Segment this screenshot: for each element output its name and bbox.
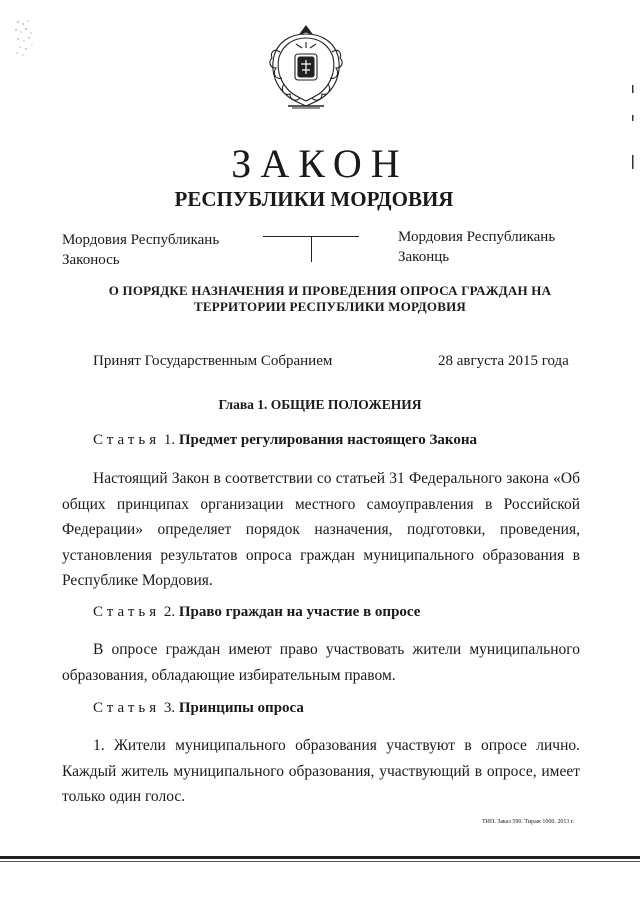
article-3-paragraph: 1. Жители муниципального образования участвуют в опросе лично. Каждый житель муниципального образования, участвующий в опросе, имеет только один голос.	[62, 737, 580, 805]
article-word: Статья	[93, 604, 161, 620]
article-number: 3.	[163, 700, 176, 716]
header-divider-vertical	[311, 236, 312, 262]
article-1-paragraph: Настоящий Закон в соответствии со статьей 31 Федерального закона «Об общих принципах организации местного самоуправления в Российской Федерации» определяет порядок назначения, подготовки, проведения, установления результатов опроса граждан муниципального образования в Республике Мордовия.	[62, 470, 580, 589]
adoption-date: 28 августа 2015 года	[438, 353, 569, 369]
article-word: Статья	[93, 432, 161, 448]
document-title: ЗАКОН	[231, 141, 409, 186]
right-title-line-2: Законць	[398, 249, 450, 265]
article-3-heading	[93, 698, 304, 718]
mordovian-title-right	[398, 227, 598, 267]
mordovian-title-left	[62, 230, 262, 270]
document-subtitle: РЕСПУБЛИКИ МОРДОВИЯ	[174, 187, 454, 211]
footer-rule-thick	[0, 856, 640, 859]
scan-noise-mark	[12, 18, 38, 58]
right-title-line-1: Мордовия Республикань	[398, 229, 556, 245]
coat-of-arms-emblem-icon	[260, 22, 352, 112]
footer-rule-thin	[0, 861, 640, 862]
adoption-body: Принят Государственным Собранием	[93, 353, 333, 369]
article-1-heading	[93, 430, 477, 450]
chapter-heading: Глава 1. ОБЩИЕ ПОЛОЖЕНИЯ	[218, 397, 422, 412]
article-title: Принципы опроса	[178, 700, 304, 716]
left-title-line-1: Мордовия Республикань	[62, 232, 220, 248]
article-title: Право граждан на участие в опросе	[178, 604, 421, 620]
article-2-heading	[93, 602, 420, 622]
left-title-line-2: Законось	[62, 252, 120, 268]
article-number: 2.	[163, 604, 176, 620]
law-title-line-2: ТЕРРИТОРИИ РЕСПУБЛИКИ МОРДОВИЯ	[193, 299, 467, 314]
print-note: ТИП. Заказ 590. Тираж 1000. 2013 г.	[482, 819, 575, 825]
law-title	[60, 283, 600, 315]
article-2-paragraph: В опросе граждан имеют право участвовать жители муниципального образования, обладающие избирательным правом.	[62, 641, 580, 684]
article-word: Статья	[93, 700, 161, 716]
article-title: Предмет регулирования настоящего Закона	[178, 432, 477, 448]
article-number: 1.	[163, 432, 176, 448]
law-title-line-1: О ПОРЯДКЕ НАЗНАЧЕНИЯ И ПРОВЕДЕНИЯ ОПРОСА ГРАЖДАН НА	[108, 283, 552, 298]
